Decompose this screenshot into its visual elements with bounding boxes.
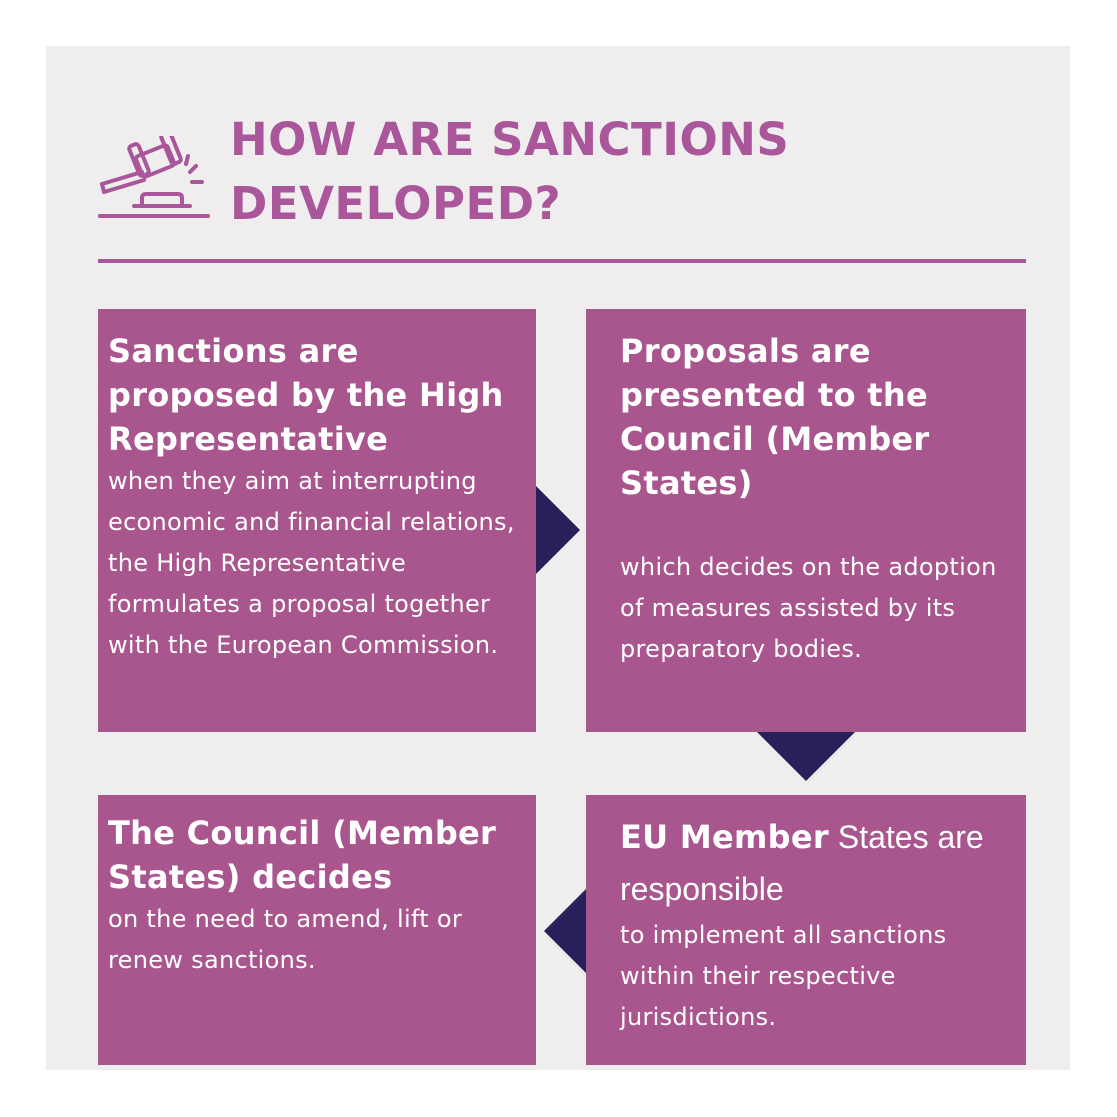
step-box-implement (586, 795, 1026, 1065)
page-title (230, 108, 789, 236)
step-body: on the need to amend, lift or renew sanctions. (108, 905, 463, 974)
step-heading: Sanctions are proposed by the High Representative (108, 332, 504, 458)
gavel-icon (96, 136, 212, 224)
step-box-present (586, 309, 1026, 732)
step-heading-bold: EU Member (620, 818, 829, 856)
title-divider (98, 259, 1026, 263)
arrow-right-icon (536, 486, 580, 574)
title-line-2: DEVELOPED? (230, 177, 562, 230)
step-heading-line-2: responsible (620, 871, 784, 907)
step-box-propose (98, 309, 536, 732)
step-heading-rest: States are (828, 819, 984, 855)
arrow-left-icon (544, 889, 586, 973)
title-line-1: HOW ARE SANCTIONS (230, 113, 790, 166)
step-box-decide (98, 795, 536, 1065)
step-body: to implement all sanctions within their respective jurisdictions. (620, 921, 947, 1031)
step-heading (620, 815, 1020, 865)
step-heading: Proposals are presented to the Council (Member States) (620, 332, 930, 502)
step-heading: The Council (Member States) decides (108, 814, 497, 896)
arrow-down-icon (757, 732, 855, 781)
step-body: which decides on the adoption of measures assisted by its preparatory bodies. (620, 553, 997, 663)
step-body: when they aim at interrupting economic and financial relations, the High Representative formulates a proposal together with the European Commission. (108, 467, 515, 659)
